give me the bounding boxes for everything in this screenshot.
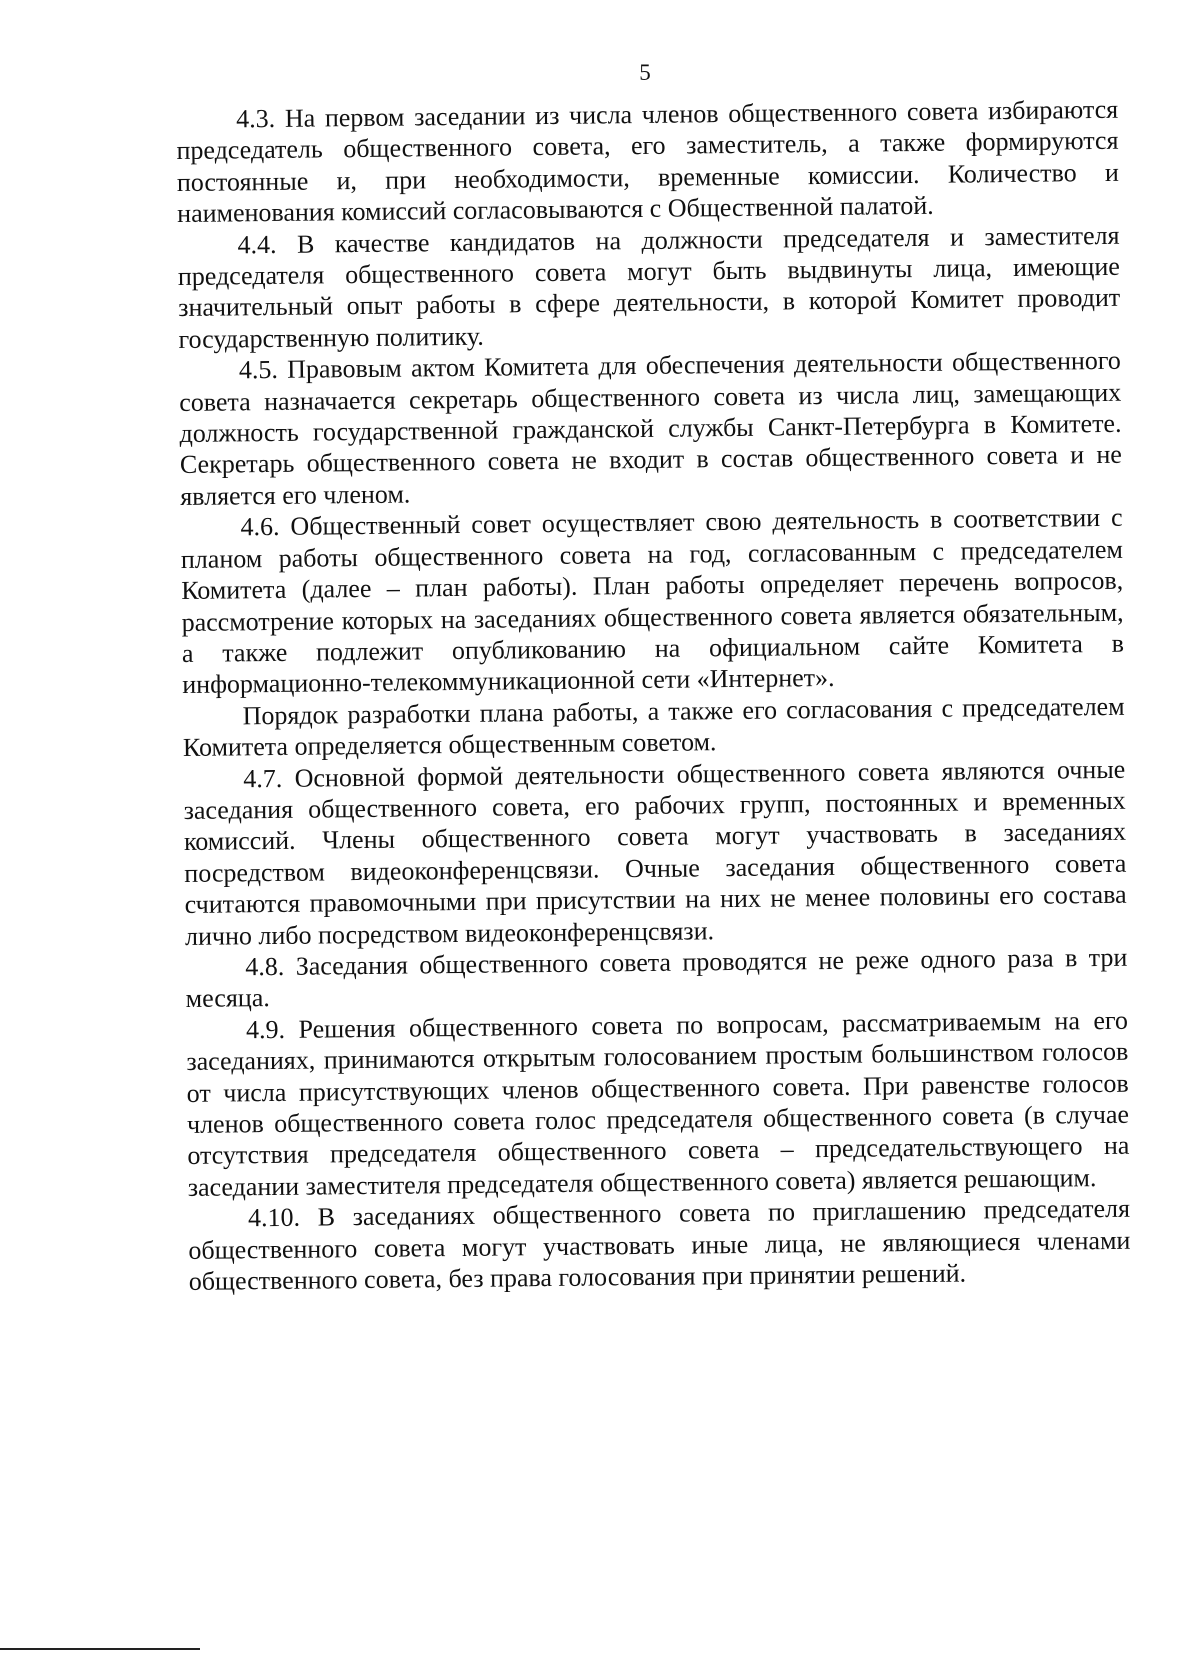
paragraph-4-8: 4.8. Заседания общественного совета проводятся не реже одного раза в три месяца. bbox=[185, 942, 1128, 1014]
paragraph-4-6: 4.6. Общественный совет осуществляет свою деятельность в соответствии с планом работы общественного совета на год, согласованным с председателем Комитета (далее – план работы). План работы определяет перечень вопросов, рассмотрение которых на заседаниях общественного совета является обязательным, а также подлежит опубликованию на официальном сайте Комитета в информационно-телекоммуникационной сети «Интернет». bbox=[180, 503, 1125, 700]
paragraph-4-4: 4.4. В качестве кандидатов на должности председателя и заместителя председателя общественного совета могут быть выдвинуты лица, имеющие значительный опыт работы в сфере деятельности, в которой Комитет проводит государственную политику. bbox=[177, 220, 1121, 354]
footer-rule bbox=[0, 1648, 200, 1650]
paragraph-4-7: 4.7. Основной формой деятельности общественного совета являются очные заседания общественного совета, его рабочих групп, постоянных и временных комиссий. Члены общественного совета могут участвовать в заседаниях посредством видеоконференцсвязи. Очные заседания общественного совета считаются правомочными при присутствии на них не менее половины его состава лично либо посредством видеоконференцсвязи. bbox=[183, 754, 1127, 951]
paragraph-4-10: 4.10. В заседаниях общественного совета по приглашению председателя общественного совета могут участвовать иные лица, не являющиеся членами общественного совета, без права голосования при принятии решений. bbox=[188, 1193, 1131, 1296]
page-number: 5 bbox=[639, 60, 651, 85]
paragraph-4-3: 4.3. На первом заседании из числа членов общественного совета избираются председатель общественного совета, его заместитель, а также формируются постоянные и, при необходимости, временные комиссии. Количество и наименования комиссий согласовываются с Общественной палатой. bbox=[176, 94, 1119, 229]
paragraph-4-5: 4.5. Правовым актом Комитета для обеспечения деятельности общественного совета назначается секретарь общественного совета из числа лиц, замещающих должность государственной гражданской службы Санкт-Петербурга в Комитете. Секретарь общественного совета не входит в состав общественного совета и не является его членом. bbox=[179, 346, 1123, 511]
paragraph-4-9: 4.9. Решения общественного совета по вопросам, рассматриваемым на его заседаниях, принимаются открытым голосованием простым большинством голосов от числа присутствующих членов общественного совета. При равенстве голосов членов общественного совета голос председателя общественного совета (в случае отсутствия председателя общественного совета – председательствующего на заседании заместителя председателя общественного совета) является решающим. bbox=[186, 1005, 1130, 1202]
document-body bbox=[176, 94, 1131, 1298]
paragraph-4-6-continued: Порядок разработки плана работы, а также его согласования с председателем Комитета определяется общественным советом. bbox=[182, 691, 1125, 763]
